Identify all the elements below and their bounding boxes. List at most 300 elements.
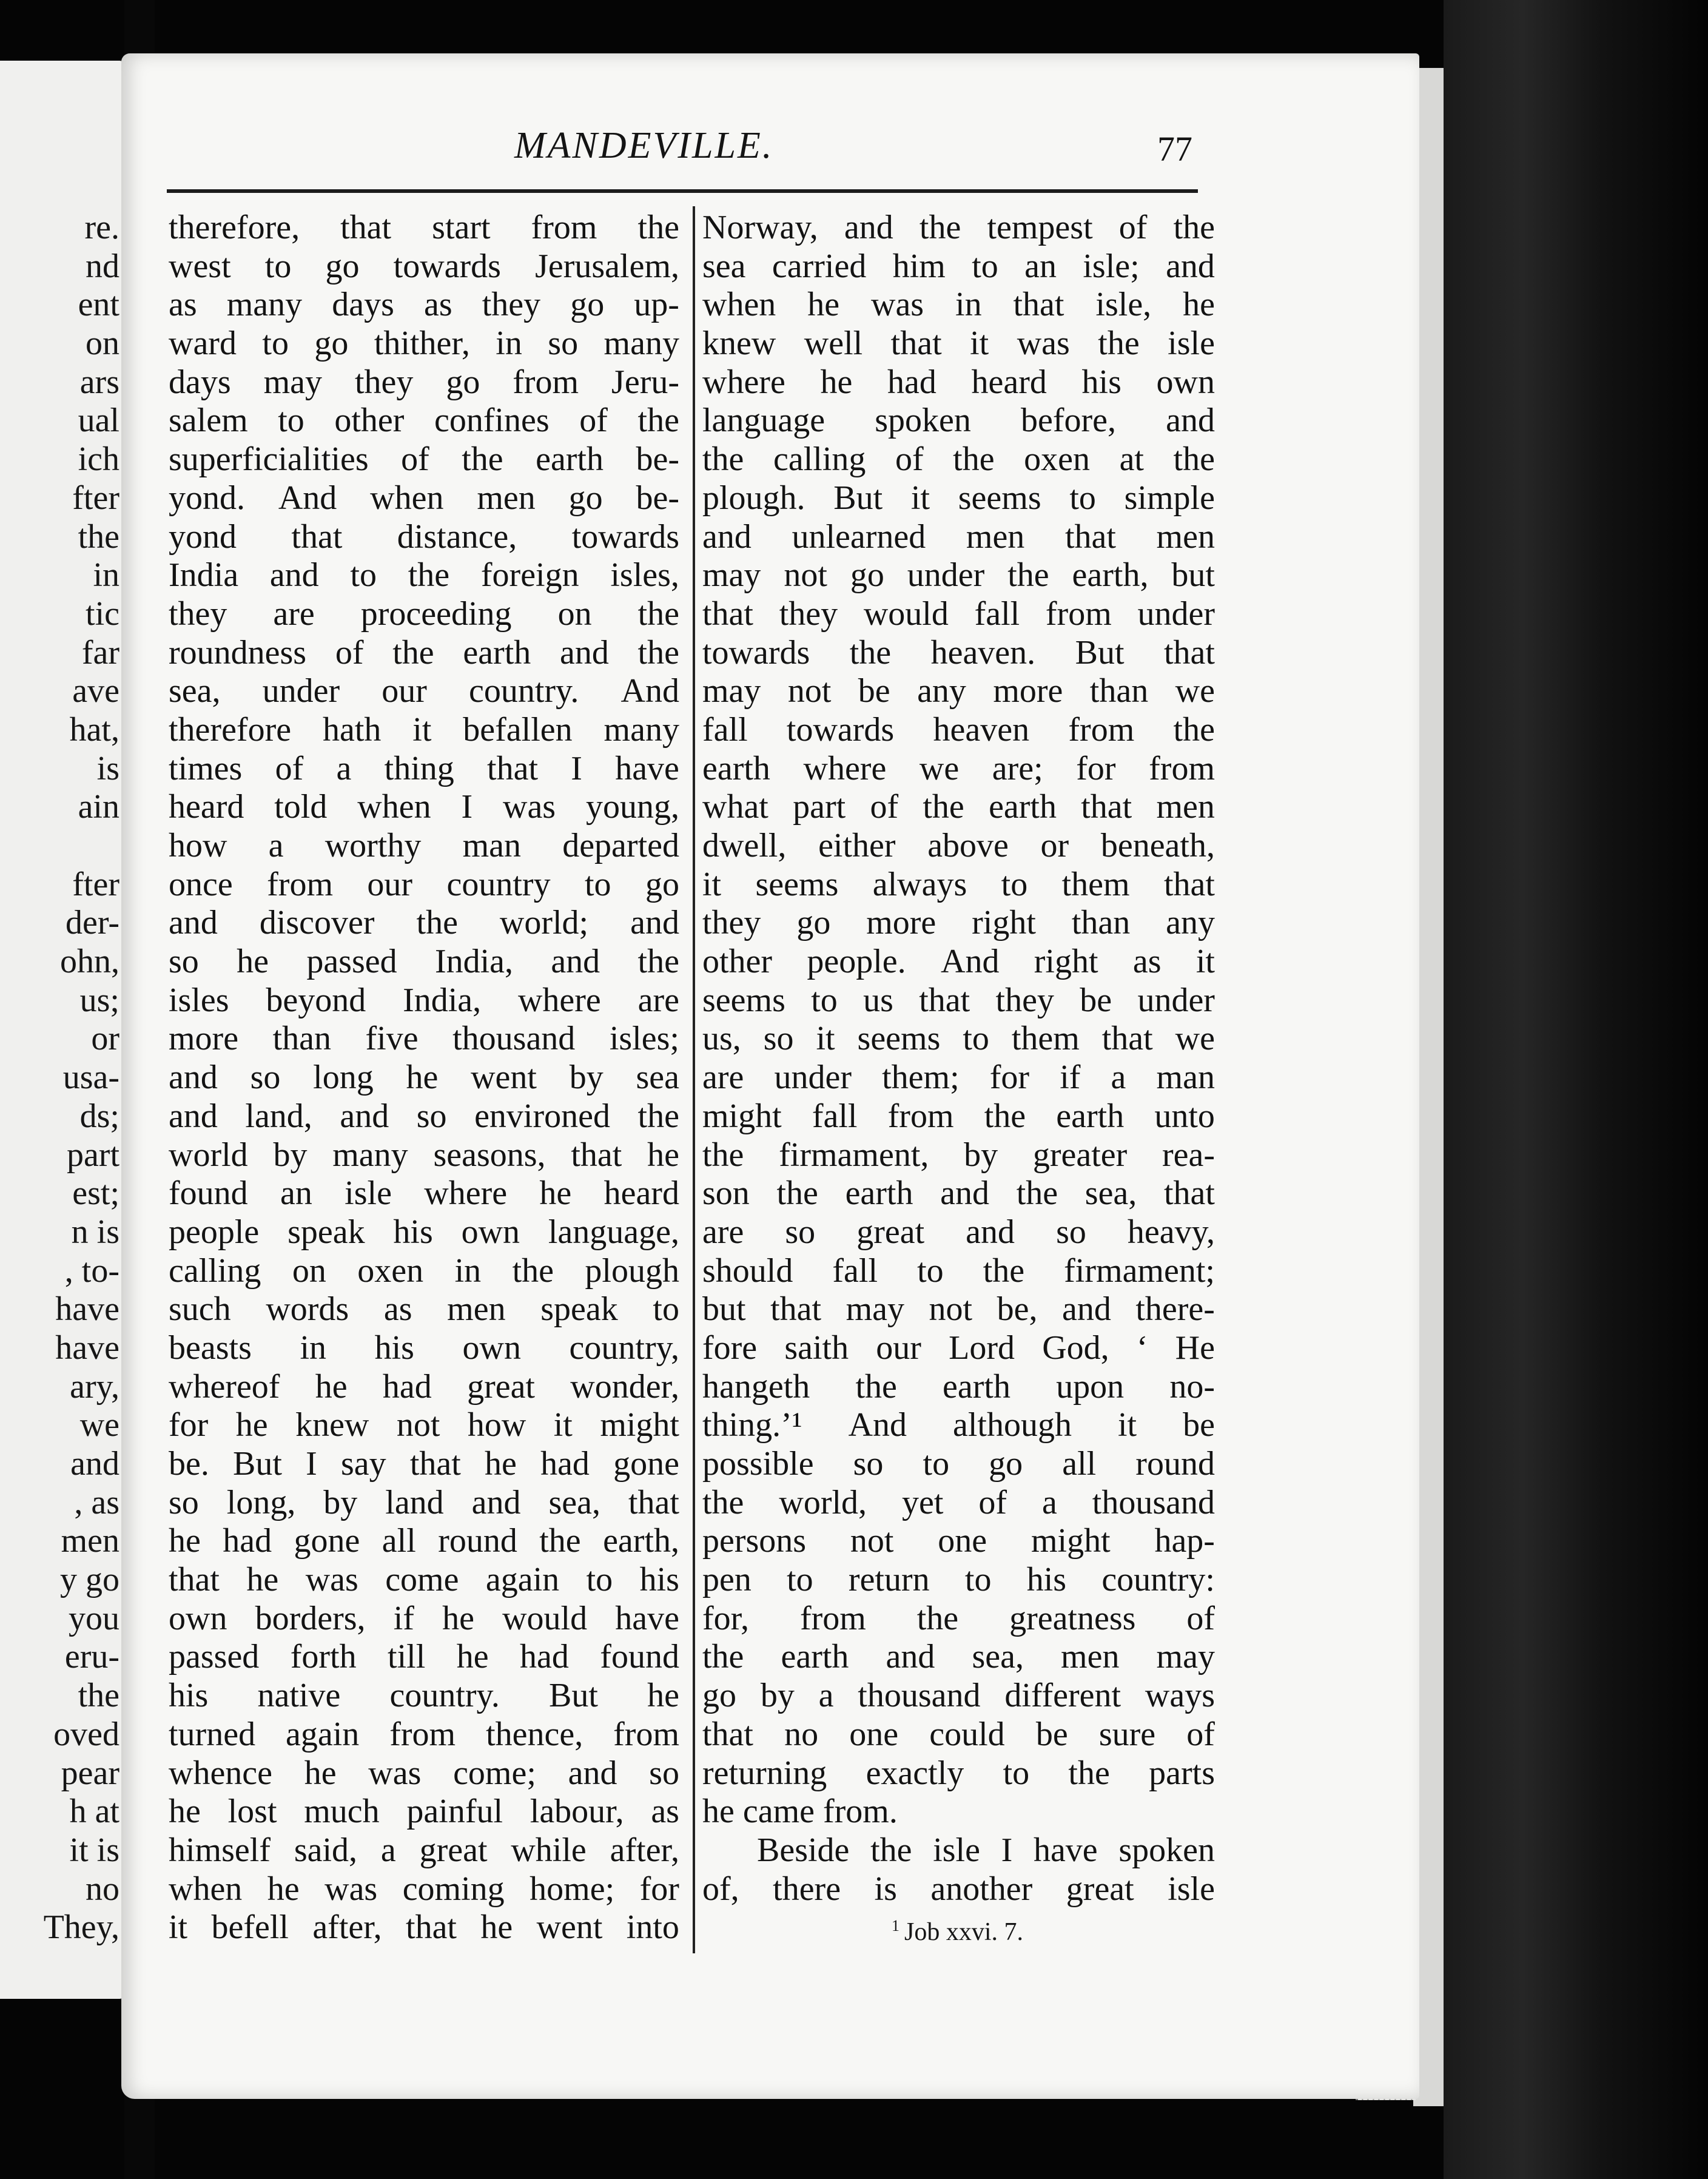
word: persons [702,1522,807,1560]
word: to [1069,479,1096,517]
word: no- [1169,1367,1215,1406]
word: for, [702,1599,750,1637]
previous-page-fragment-line: on [86,325,119,363]
word: any [917,672,966,710]
word: own [462,1329,521,1367]
word: distance, [397,517,517,556]
word: a [380,1831,396,1869]
word: and [169,904,218,942]
word: and [702,517,751,556]
word: that [406,1908,457,1947]
text-line [169,248,679,286]
word: the [512,1251,554,1290]
word: the [416,904,458,942]
text-line [702,1445,1215,1484]
previous-page-fragment-line: eru- [64,1638,119,1676]
word: the [1007,556,1049,594]
word: for [169,1406,209,1444]
word: either [818,827,896,864]
word: his [169,1677,209,1715]
text-line [169,1097,679,1136]
word: they [169,594,227,633]
word: it [412,710,432,749]
word: heard [971,363,1047,401]
word: by [569,1059,604,1097]
word: if [393,1599,414,1637]
word: men [477,479,536,517]
word: the [637,1097,679,1135]
word: unlearned [792,517,926,556]
footnote-text: Job xxvi. 7. [904,1918,1024,1946]
word: have [615,749,679,787]
word: come [385,1561,459,1599]
word: our [367,865,413,903]
word: he [485,1445,517,1483]
word: knew [702,325,776,363]
text-line [169,1406,679,1445]
word: to [811,981,838,1019]
text-line [169,750,679,789]
previous-page-fragment-line: have [55,1329,119,1367]
word: no [784,1715,819,1753]
word: young, [585,788,679,826]
word: west [169,247,231,285]
word: seems [857,1020,941,1058]
word: long, [226,1483,296,1521]
previous-page-fragment-line: pear [61,1754,119,1792]
word: go [702,1677,736,1715]
word: turned [169,1715,256,1753]
text-line [702,1136,1215,1175]
text-line [169,1059,679,1097]
word: whereof [169,1367,280,1406]
word: that [770,1290,822,1329]
word: or [1040,827,1069,864]
text-line [169,363,679,402]
word: for [989,1059,1030,1097]
word: when [370,479,444,517]
word: found [600,1638,679,1676]
word: so [785,1213,816,1251]
word: and [169,1059,218,1097]
word: the [1173,710,1215,749]
word: isles, [610,556,679,594]
word: the [923,788,964,826]
word: be [1035,1715,1068,1753]
word: by [273,1136,308,1174]
text-line [169,595,679,634]
word: to [1003,1754,1030,1792]
word: many [604,710,679,749]
text-line [169,1638,679,1677]
word: that [1064,517,1116,556]
word: beyond [266,981,366,1019]
text-line [169,1484,679,1523]
word: Lord [949,1329,1015,1367]
word: people. [807,943,906,981]
word: they [779,594,838,633]
word: and [844,209,893,246]
word: thousand [452,1020,576,1058]
word: from [1045,594,1112,633]
text-line [169,1213,679,1252]
word: as [1132,943,1162,981]
previous-page-fragment-line: hat, [69,710,119,749]
word: heaven. [930,633,1036,672]
word: the [953,440,995,479]
word: land, [245,1097,312,1135]
word: plough. [702,479,805,517]
word: we [919,749,960,787]
word: it [1195,943,1215,981]
text-line [169,866,679,904]
word: the [855,1367,897,1406]
word: he [820,363,853,401]
word: from [389,1715,456,1753]
word: language [702,402,825,440]
word: an [280,1174,312,1213]
word: spoken [875,402,971,440]
word: are [637,981,679,1019]
text-line [702,1716,1215,1754]
word: befell [211,1908,289,1947]
word: might [702,1097,782,1135]
word: one [938,1522,987,1560]
word: fall [812,1097,858,1135]
previous-page-line-endings [44,209,119,1947]
word: ‘ [1136,1329,1148,1367]
word: towards [393,247,501,285]
word: greater [1032,1136,1128,1174]
word: earth [781,1638,849,1676]
word: the [919,209,961,246]
word: he [807,286,840,324]
word: as [383,1290,412,1329]
text-line [169,1600,679,1638]
word: so [649,1754,679,1792]
word: his [374,1329,414,1367]
word: so [169,1483,199,1521]
text-line [702,1600,1215,1638]
previous-page-fragment-line: , to- [64,1251,119,1290]
word: isle; [1083,247,1140,285]
text-line [169,1252,679,1291]
previous-page-fragment-line: re. [84,209,119,246]
word: native [257,1677,341,1715]
word: for [639,1870,679,1908]
word: earth [536,440,604,479]
word: days [332,286,394,324]
word: we [1175,1020,1215,1058]
word: may [846,1290,904,1329]
word: And [848,1406,907,1444]
word: that [487,749,539,787]
word: earth [1056,1097,1125,1135]
word: go [325,247,360,285]
word: But [1075,633,1125,672]
word: how [467,1406,526,1444]
word: our [382,672,427,710]
word: not [850,1522,894,1560]
text-line [169,209,679,248]
word: so [169,943,199,981]
word: so [853,1445,884,1483]
previous-page-fragment-line: fter [72,865,119,903]
word: to [917,1251,944,1290]
word: they [354,363,414,401]
word: the [870,1831,912,1869]
word: of [335,633,364,672]
word: language, [548,1213,679,1251]
word: right [1034,943,1098,981]
word: it [702,865,722,903]
word: the [1173,209,1215,246]
word: go [446,363,480,401]
text-line [702,325,1215,363]
word: on [557,594,592,633]
previous-page-fragment-line: or [91,1020,119,1058]
text-line [169,1870,679,1909]
word: earth, [1072,556,1149,594]
word: he [169,1522,201,1560]
word: may [702,672,761,710]
word: that [919,981,970,1019]
word: oxen [1024,440,1090,479]
text-line [702,1020,1215,1059]
word: long [313,1059,374,1097]
word: country. [468,672,579,710]
word: he [304,1754,337,1792]
word: greatness [1009,1599,1136,1637]
word: therefore [169,710,292,749]
word: thing [384,749,454,787]
previous-page-fragment-line: have [55,1290,119,1329]
text-line [702,518,1215,557]
word: than [1089,672,1149,710]
word: the [702,1136,744,1174]
word: where [702,363,785,401]
word: I [461,788,473,826]
word: India, [434,943,513,981]
word: that [409,1445,461,1483]
word: one [849,1715,899,1753]
word: all [1062,1445,1097,1483]
word: and [269,556,319,594]
word: return [848,1561,930,1599]
word: above [927,827,1009,864]
word: man [1156,1059,1215,1097]
word: said, [294,1831,358,1869]
word: earth [845,1174,913,1213]
word: was [871,286,924,324]
text-line [169,518,679,557]
word: on [292,1251,326,1290]
word: they [482,286,541,324]
text-line [702,1097,1215,1136]
word: knew [295,1406,369,1444]
word: great [1066,1870,1134,1908]
text-line [169,1174,679,1213]
word: India, [403,981,482,1019]
word: men [966,517,1025,556]
text-line [169,1716,679,1754]
text-line [702,634,1215,673]
text-line [702,1870,1215,1909]
previous-page-fragment-line: part [66,1136,119,1174]
word: He [1175,1329,1215,1367]
word: his [639,1561,679,1599]
word: to [278,402,304,440]
previous-page-fragment-line: nd [86,247,119,285]
word: gone [613,1445,679,1483]
word: hap- [1154,1522,1215,1560]
word: round [1135,1445,1215,1483]
word: men [1156,517,1215,556]
word: be [858,672,890,710]
word: but [1171,556,1215,594]
word: many [604,325,679,363]
word: a [268,827,284,864]
previous-page-fragment-line: They, [43,1908,119,1947]
word: own [461,1213,520,1251]
word: from [267,865,333,903]
word: world; [499,904,589,942]
word: found [169,1174,248,1213]
word: so [763,1020,794,1058]
previous-page-fragment-line: the [78,517,119,556]
word: right [972,904,1036,942]
word: it [970,325,989,363]
word: any [1166,904,1215,942]
text-line [169,325,679,363]
text-line [169,1020,679,1059]
word: in [955,286,982,324]
word: more [866,904,936,942]
word: the [637,402,679,440]
word: from [613,1715,679,1753]
text-line [702,904,1215,943]
word: yet [901,1483,944,1521]
word: another [930,1870,1033,1908]
word: befallen [463,710,573,749]
word: foreign [480,556,579,594]
word: wonder, [570,1367,679,1406]
word: go [645,865,679,903]
word: not [784,556,827,594]
word: thence, [486,1715,583,1753]
word: be- [636,440,679,479]
word: be [1080,981,1112,1019]
previous-page-fragment-line: ds; [79,1097,119,1135]
text-line [702,866,1215,904]
word: so [416,1097,447,1135]
word: the [984,1097,1026,1135]
word: of [579,402,608,440]
word: as [169,286,197,324]
text-line [702,672,1215,711]
word: passed [306,943,397,981]
word: of [401,440,429,479]
word: of [870,788,899,826]
word: men [1061,1638,1120,1676]
text-line [702,286,1215,325]
word: of, [702,1870,739,1908]
word: a [1041,1483,1057,1521]
word: from [1149,749,1215,787]
text-line [702,1484,1215,1523]
word: not [787,672,832,710]
word: to [262,325,289,363]
word: after, [610,1831,679,1869]
word: son [702,1174,750,1213]
word: he [647,1136,679,1174]
word: and [1061,1290,1111,1329]
previous-page-fragment-line: ich [78,440,119,479]
word: the [637,943,679,981]
word: dwell, [702,827,787,864]
word: had [887,363,936,401]
word: seems [958,479,1041,517]
word: And [941,943,1000,981]
word: had [520,1638,569,1676]
word: discover [259,904,375,942]
word: a [1111,1059,1126,1097]
text-line [169,556,679,595]
previous-page-fragment-line: ave [72,672,119,710]
word: many [332,1136,408,1174]
word: than [1071,904,1131,942]
word: but [702,1290,746,1329]
word: such [169,1290,231,1329]
word: would [863,594,949,633]
word: start [432,209,491,246]
word: borders, [255,1599,366,1637]
word: and [940,1174,990,1213]
word: for [1076,749,1116,787]
text-line [702,1522,1215,1561]
word: was [324,1870,378,1908]
word: had [223,1522,272,1560]
word: by [323,1483,358,1521]
word: it [816,1020,835,1058]
previous-page-fragment-line: we [79,1406,119,1444]
word: of [978,1483,1007,1521]
word: seasons, [433,1136,546,1174]
word: again [485,1561,560,1599]
word: we [1175,672,1215,710]
word: that [628,1483,679,1521]
word: the [462,440,503,479]
word: that [169,1561,220,1599]
word: of [1118,209,1148,246]
word: isle [345,1174,392,1213]
word: and [551,943,600,981]
word: in [454,1251,482,1290]
word: passed [169,1638,260,1676]
text-line [702,440,1215,479]
word: exactly [866,1754,964,1792]
word: us [863,981,893,1019]
word: painful [406,1793,503,1831]
text-line [169,982,679,1020]
word: to [586,1561,613,1599]
text-line [169,634,679,673]
word: under [1137,594,1215,633]
word: country, [569,1329,679,1367]
word: well [804,325,863,363]
word: is [874,1870,897,1908]
text-line [702,1059,1215,1097]
